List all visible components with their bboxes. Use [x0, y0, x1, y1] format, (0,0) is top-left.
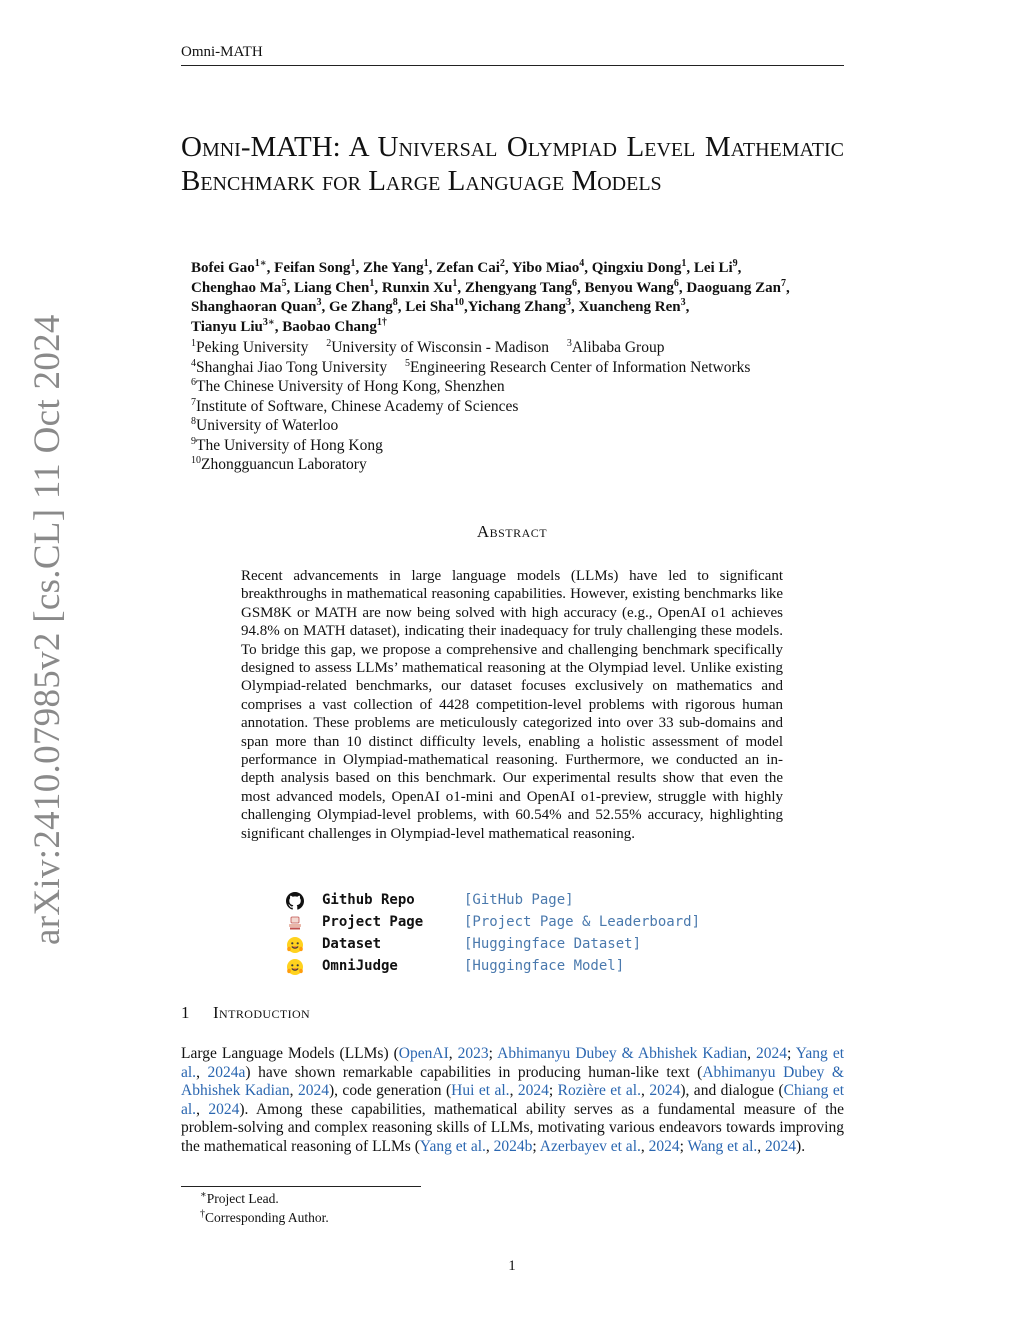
- author: Zefan Cai$^2$: [436, 258, 505, 276]
- affiliation: $^8$University of Waterloo: [191, 415, 339, 434]
- citation-link[interactable]: Rozière et al.: [557, 1082, 641, 1100]
- introduction-paragraph: Large Language Models (LLMs) (OpenAI, 2023; Abhimanyu Dubey & Abhishek Kadian, 2024; Yang et al., 2024a) have shown remarkable capabilities in producing human-like text (Abhimanyu Dubey & Abhishek Kadian, 2024), code generation (Hui et al., 2024; Rozière et al., 2024), and dialogue (Chiang et al., 2024). Among these capabilities, mathematical ability serves as a fundamental measure of the problem-solving and complex reasoning skills of LLMs, motivating various endeavors towards improving the mathematical reasoning of LLMs (Yang et al., 2024b; Azerbayev et al., 2024; Wang et al., 2024).: [181, 1045, 845, 1155]
- affiliation: $^4$Shanghai Jiao Tong University: [191, 357, 388, 376]
- resource-label: Project Page: [322, 914, 424, 930]
- affiliation-list: [191, 338, 851, 475]
- affiliation: $^6$The Chinese University of Hong Kong, Shenzhen: [191, 376, 505, 395]
- huggingface-model-link[interactable]: [Huggingface Model]: [464, 958, 625, 974]
- citation-link[interactable]: 2024: [649, 1082, 681, 1100]
- header-rule: [181, 65, 844, 66]
- affiliation: $^1$Peking University: [191, 337, 309, 356]
- author-list: Bofei Gao$^{1∗}$, Feifan Song$^1$, Zhe Yang$^1$, Zefan Cai$^2$, Yibo Miao$^4$, Qingxiu Dong$^1$, Lei Li$^9$, Chenghao Ma$^5$, Liang Chen$^1$, Runxin Xu$^1$, Zhengyang Tang$^6$, Benyou Wang$^6$, Daoguang Zan$^7$, Shanghaoran Quan$^3$, Ge Zhang$^8$, Lei Sha$^{10}$,Yichang Zhang$^3$, Xuancheng Ren$^3$, Tianyu Liu$^{3∗}$, Baobao Chang$^{1\dagger}$: [191, 258, 790, 335]
- abstract-text: Recent advancements in large language models (LLMs) have led to significant breakthroughs in mathematical reasoning capabilities. However, existing benchmarks like GSM8K or MATH are now being solved with high accuracy (e.g., OpenAI o1 achieves 94.8% on MATH dataset), indicating their inadequacy for truly challenging these models. To bridge this gap, we propose a comprehensive and challenging benchmark specifically designed to assess LLMs’ mathematical reasoning at the Olympiad level. Unlike existing Olympiad-related benchmarks, our dataset focuses exclusively on mathematics and comprises a vast collection of 4428 competition-level problems with rigorous human annotation. These problems are meticulously categorized into over 33 sub-domains and span more than 10 distinct difficulty levels, enabling a holistic assessment of model performance in Olympiad-mathematical reasoning. Furthermore, we conducted an in-depth analysis based on this benchmark. Our experimental results show that even the most advanced models, OpenAI o1-mini and OpenAI o1-preview, struggle with highly challenging Olympiad-level problems, with 60.54% and 52.55% accuracy, highlighting significant challenges in Olympiad-level mathematical reasoning.: [241, 568, 783, 842]
- citation-link[interactable]: Chiang et al.: [181, 1082, 845, 1118]
- resource-link-github[interactable]: [286, 891, 786, 913]
- resource-label: OmniJudge: [322, 958, 398, 974]
- abstract-heading: Abstract: [476, 522, 548, 541]
- citation-link[interactable]: 2024b: [493, 1137, 533, 1155]
- huggingface-icon: [286, 958, 304, 976]
- author: Bofei Gao$^{1∗}$: [191, 258, 267, 276]
- citation-link[interactable]: 2024: [648, 1137, 680, 1155]
- author: Baobao Chang$^{1\dagger}$: [282, 316, 387, 335]
- citation-link[interactable]: Wang et al.: [687, 1137, 758, 1155]
- footnotes: [200, 1189, 329, 1227]
- running-title: Omni-MATH: [181, 44, 263, 60]
- citation-link[interactable]: 2023: [457, 1045, 489, 1062]
- affiliation: $^7$Institute of Software, Chinese Academy of Sciences: [191, 396, 519, 415]
- author: Shanghaoran Quan$^3$: [191, 297, 322, 315]
- affiliation: $^5$Engineering Research Center of Information Networks: [404, 357, 751, 376]
- project-page-link[interactable]: [Project Page & Leaderboard]: [464, 914, 701, 930]
- citation-link[interactable]: 2024a: [207, 1063, 246, 1081]
- citation-link[interactable]: 2024: [765, 1137, 797, 1155]
- resource-link-omnijudge[interactable]: [286, 957, 786, 979]
- citation-link[interactable]: Yang et al.: [181, 1045, 845, 1081]
- resource-link-project[interactable]: [286, 913, 786, 935]
- affiliation: $^3$Alibaba Group: [566, 337, 665, 356]
- footnote: ∗Project Lead.: [200, 1189, 279, 1206]
- citation-link[interactable]: Abhimanyu Dubey & Abhishek Kadian: [181, 1063, 844, 1100]
- author: Yibo Miao$^4$: [511, 258, 585, 276]
- resource-link-dataset[interactable]: [286, 935, 786, 957]
- author: Zhengyang Tang$^6$: [464, 277, 577, 296]
- section-title: Introduction: [213, 1003, 311, 1022]
- introduction-heading: [181, 1003, 310, 1023]
- arxiv-identifier-stamp: arXiv:2410.07985v2 [cs.CL] 11 Oct 2024: [27, 314, 68, 945]
- resource-links: [286, 891, 786, 979]
- footnote: †Corresponding Author.: [200, 1208, 329, 1225]
- huggingface-dataset-link[interactable]: [Huggingface Dataset]: [464, 936, 642, 952]
- author: Xuancheng Ren$^3$: [578, 297, 686, 315]
- citation-link[interactable]: Abhimanyu Dubey & Abhishek Kadian: [497, 1045, 748, 1062]
- huggingface-icon: [286, 936, 304, 954]
- citation-link[interactable]: OpenAI: [398, 1045, 449, 1062]
- author: Yichang Zhang$^3$: [467, 297, 571, 315]
- paper-title: Omni-MATH: A Universal Olympiad Level Mathematic Benchmark for Large Language Models: [181, 131, 844, 197]
- project-page-icon: [286, 914, 304, 932]
- citation-link[interactable]: 2024: [756, 1045, 788, 1062]
- author: Benyou Wang$^6$: [584, 277, 679, 296]
- resource-label: Github Repo: [322, 892, 415, 908]
- author: Daoguang Zan$^7$: [686, 277, 786, 296]
- footnote-rule: [181, 1186, 421, 1187]
- citation-link[interactable]: 2024: [297, 1082, 329, 1100]
- affiliation: $^{10}$Zhongguancun Laboratory: [191, 454, 367, 473]
- citation-link[interactable]: 2024: [517, 1082, 549, 1100]
- citation-link[interactable]: 2024: [208, 1100, 240, 1118]
- affiliation: $^2$University of Wisconsin - Madison: [326, 337, 550, 356]
- author: Lei Sha$^{10}$: [405, 297, 465, 315]
- author: Qingxiu Dong$^1$: [591, 258, 687, 276]
- citation-link[interactable]: Hui et al.: [451, 1082, 510, 1100]
- author: Chenghao Ma$^5$: [191, 277, 287, 296]
- author: Ge Zhang$^8$: [328, 297, 398, 315]
- github-page-link[interactable]: [GitHub Page]: [464, 892, 574, 908]
- resource-label: Dataset: [322, 936, 382, 952]
- author: Runxin Xu$^1$: [381, 277, 458, 296]
- citation-link[interactable]: Azerbayev et al.: [539, 1137, 641, 1155]
- author: Feifan Song$^1$: [274, 258, 356, 276]
- author: Liang Chen$^1$: [293, 277, 375, 296]
- citation-link[interactable]: Yang et al.: [419, 1137, 486, 1155]
- author: Lei Li$^9$: [693, 258, 738, 276]
- affiliation: $^9$The University of Hong Kong: [191, 435, 383, 454]
- section-number: 1: [181, 1003, 190, 1022]
- author: Zhe Yang$^1$: [362, 258, 429, 276]
- author: Tianyu Liu$^{3∗}$: [191, 316, 275, 335]
- page-number: 1: [508, 1258, 516, 1274]
- github-icon: [286, 892, 304, 910]
